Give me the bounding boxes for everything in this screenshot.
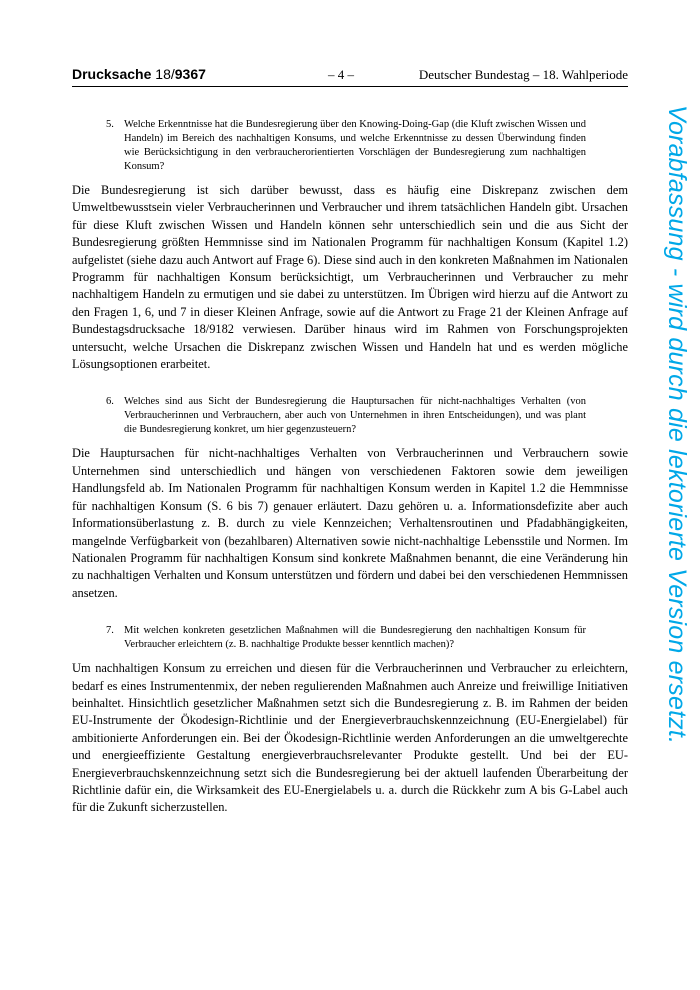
answer-6: Die Hauptursachen für nicht-nachhaltiges Verhalten von Verbraucherinnen und Verbrauchern sowie Unternehmen sind unterschiedlich und hängen von verschiedenen Faktoren sowie dem jeweiligen Handlungsfeld ab. Im Nationalen Programm für nachhaltigen Konsum werden in Kapitel 1.2 die Hemmnisse für nachhaltigen Konsum (S. 6 bis 7) genauer erläutert. Dazu gehören u. a. Informationsdefizite aber auch Informationsüberlastung z. B. durch zu viele Kennzeichen; Verhaltensroutinen und Pfadabhängigkeiten, mangelnde Verfügbarkeit von (bezahlbaren) Alternativen sowie nicht-nachhaltige Lebensstile und Normen. Im Nationalen Programm für nachhaltigen Konsum sind konkrete Maßnahmen benannt, die eine Veränderung hin zu nachhaltigen Verhalten und Konsum unterstützen und fördern und dabei bei den verschiedenen Hemmnissen ansetzen. [72, 446, 628, 600]
document-number [72, 66, 206, 82]
page-content [72, 110, 628, 817]
question-7 [72, 624, 628, 652]
answer-5: Die Bundesregierung ist sich darüber bewusst, dass es häufig eine Diskrepanz zwischen dem Umweltbewusstsein vieler Verbraucherinnen und Verbraucher und ihrem tatsächlichen Handeln gibt. Ursachen für diese Kluft zwischen Wissen und Handeln können sehr unterschiedlich sein und die aus Sicht der Bundesregierung größten Hemmnisse sind im Nationalen Programm für nachhaltigen Konsum (Kapitel 1.2) aufgelistet (siehe dazu auch Antwort auf Frage 6). Diese sind auch in den konkreten Maßnahmen im Nationalen Programm für nachhaltigen Konsum berücksichtigt, um Verbraucherinnen und Verbraucher zu mehr nachhaltigem Handeln zu ermutigen und sie dabei zu unterstützen. Im Übrigen wird hierzu auf die Antwort zu den Fragen 1, 6, und 7 in dieser Kleinen Anfrage, sowie auf die Antwort zu Frage 21 der Kleinen Anfrage auf Bundestagsdrucksache 18/9182 verwiesen. Darüber hinaus wird im Rahmen von Forschungsprojekten untersucht, welche Ursachen die Diskrepanz zwischen Wissen und Handeln hat und es werden mögliche Lösungsoptionen erarbeitet. [72, 183, 628, 372]
doc-label: Drucksache [72, 66, 152, 82]
question-6 [72, 395, 628, 437]
question-text: Mit welchen konkreten gesetzlichen Maßnahmen will die Bundesregierung den nachhaltigen Konsum für Verbraucher erleichtern (z. B. nachhaltige Produkte besser kenntlich machen)? [124, 625, 586, 651]
question-text: Welches sind aus Sicht der Bundesregierung die Hauptursachen für nicht-nachhaltiges Verhalten (von Verbraucherinnen und Verbrauchern, aber auch von Unternehmen in ihren Entscheidungen), und was plant die Bundesregierung konkret, um hier gegenzusteuern? [124, 396, 586, 436]
publisher: Deutscher Bundestag – 18. Wahlperiode [418, 67, 628, 82]
answer-7: Um nachhaltigen Konsum zu erreichen und diesen für die Verbraucherinnen und Verbraucher zu erleichtern, bedarf es eines Instrumentenmix, der neben regulierenden Maßnahmen auch Anreize und freiwillige Initiativen beinhaltet. Hinsichtlich gesetzlicher Maßnahmen setzt sich die Bundesregierung z. B. im Rahmen der beiden EU-Instrumente der Ökodesign-Richtlinie und der Energieverbrauchskennzeichnung (EU-Energielabel) für ambitionierte Anforderungen ein. Bei der Ökodesign-Richtlinie werden Anforderungen an die umweltgerechte und energieeffiziente Gestaltung energieverbrauchsrelevanter Produkte gestellt. Und bei der EU-Energieverbrauchskennzeichnung setzt sich die Bundesregierung bei der aktuell laufenden Überarbeitung der Richtlinie dafür ein, die Wirksamkeit des EU-Energielabels u. a. durch die Rückkehr zum A bis G-Label auch für die Zukunft sicherzustellen. [72, 661, 628, 815]
page-number: – 4 – [328, 67, 354, 82]
page-header [72, 66, 628, 87]
doc-number: 9367 [174, 66, 206, 82]
doc-number-prefix: 18/ [155, 66, 175, 82]
question-number: 7. [106, 625, 114, 637]
question-text: Welche Erkenntnisse hat die Bundesregierung über den Knowing-Doing-Gap (die Kluft zwischen Wissen und Handeln) im Bereich des nachhaltigen Konsums, und welche Erkenntnisse zu dessen Überwindung finden wie Berücksichtigung in den verbraucherorientierten Vorschlägen der Bundesregierung zum nachhaltigen Konsum? [124, 119, 586, 172]
draft-watermark: Vorabfassung - wird durch die lektorierte Version ersetzt. [663, 105, 691, 745]
question-5 [72, 118, 628, 174]
question-number: 5. [106, 119, 114, 130]
question-number: 6. [106, 396, 114, 408]
